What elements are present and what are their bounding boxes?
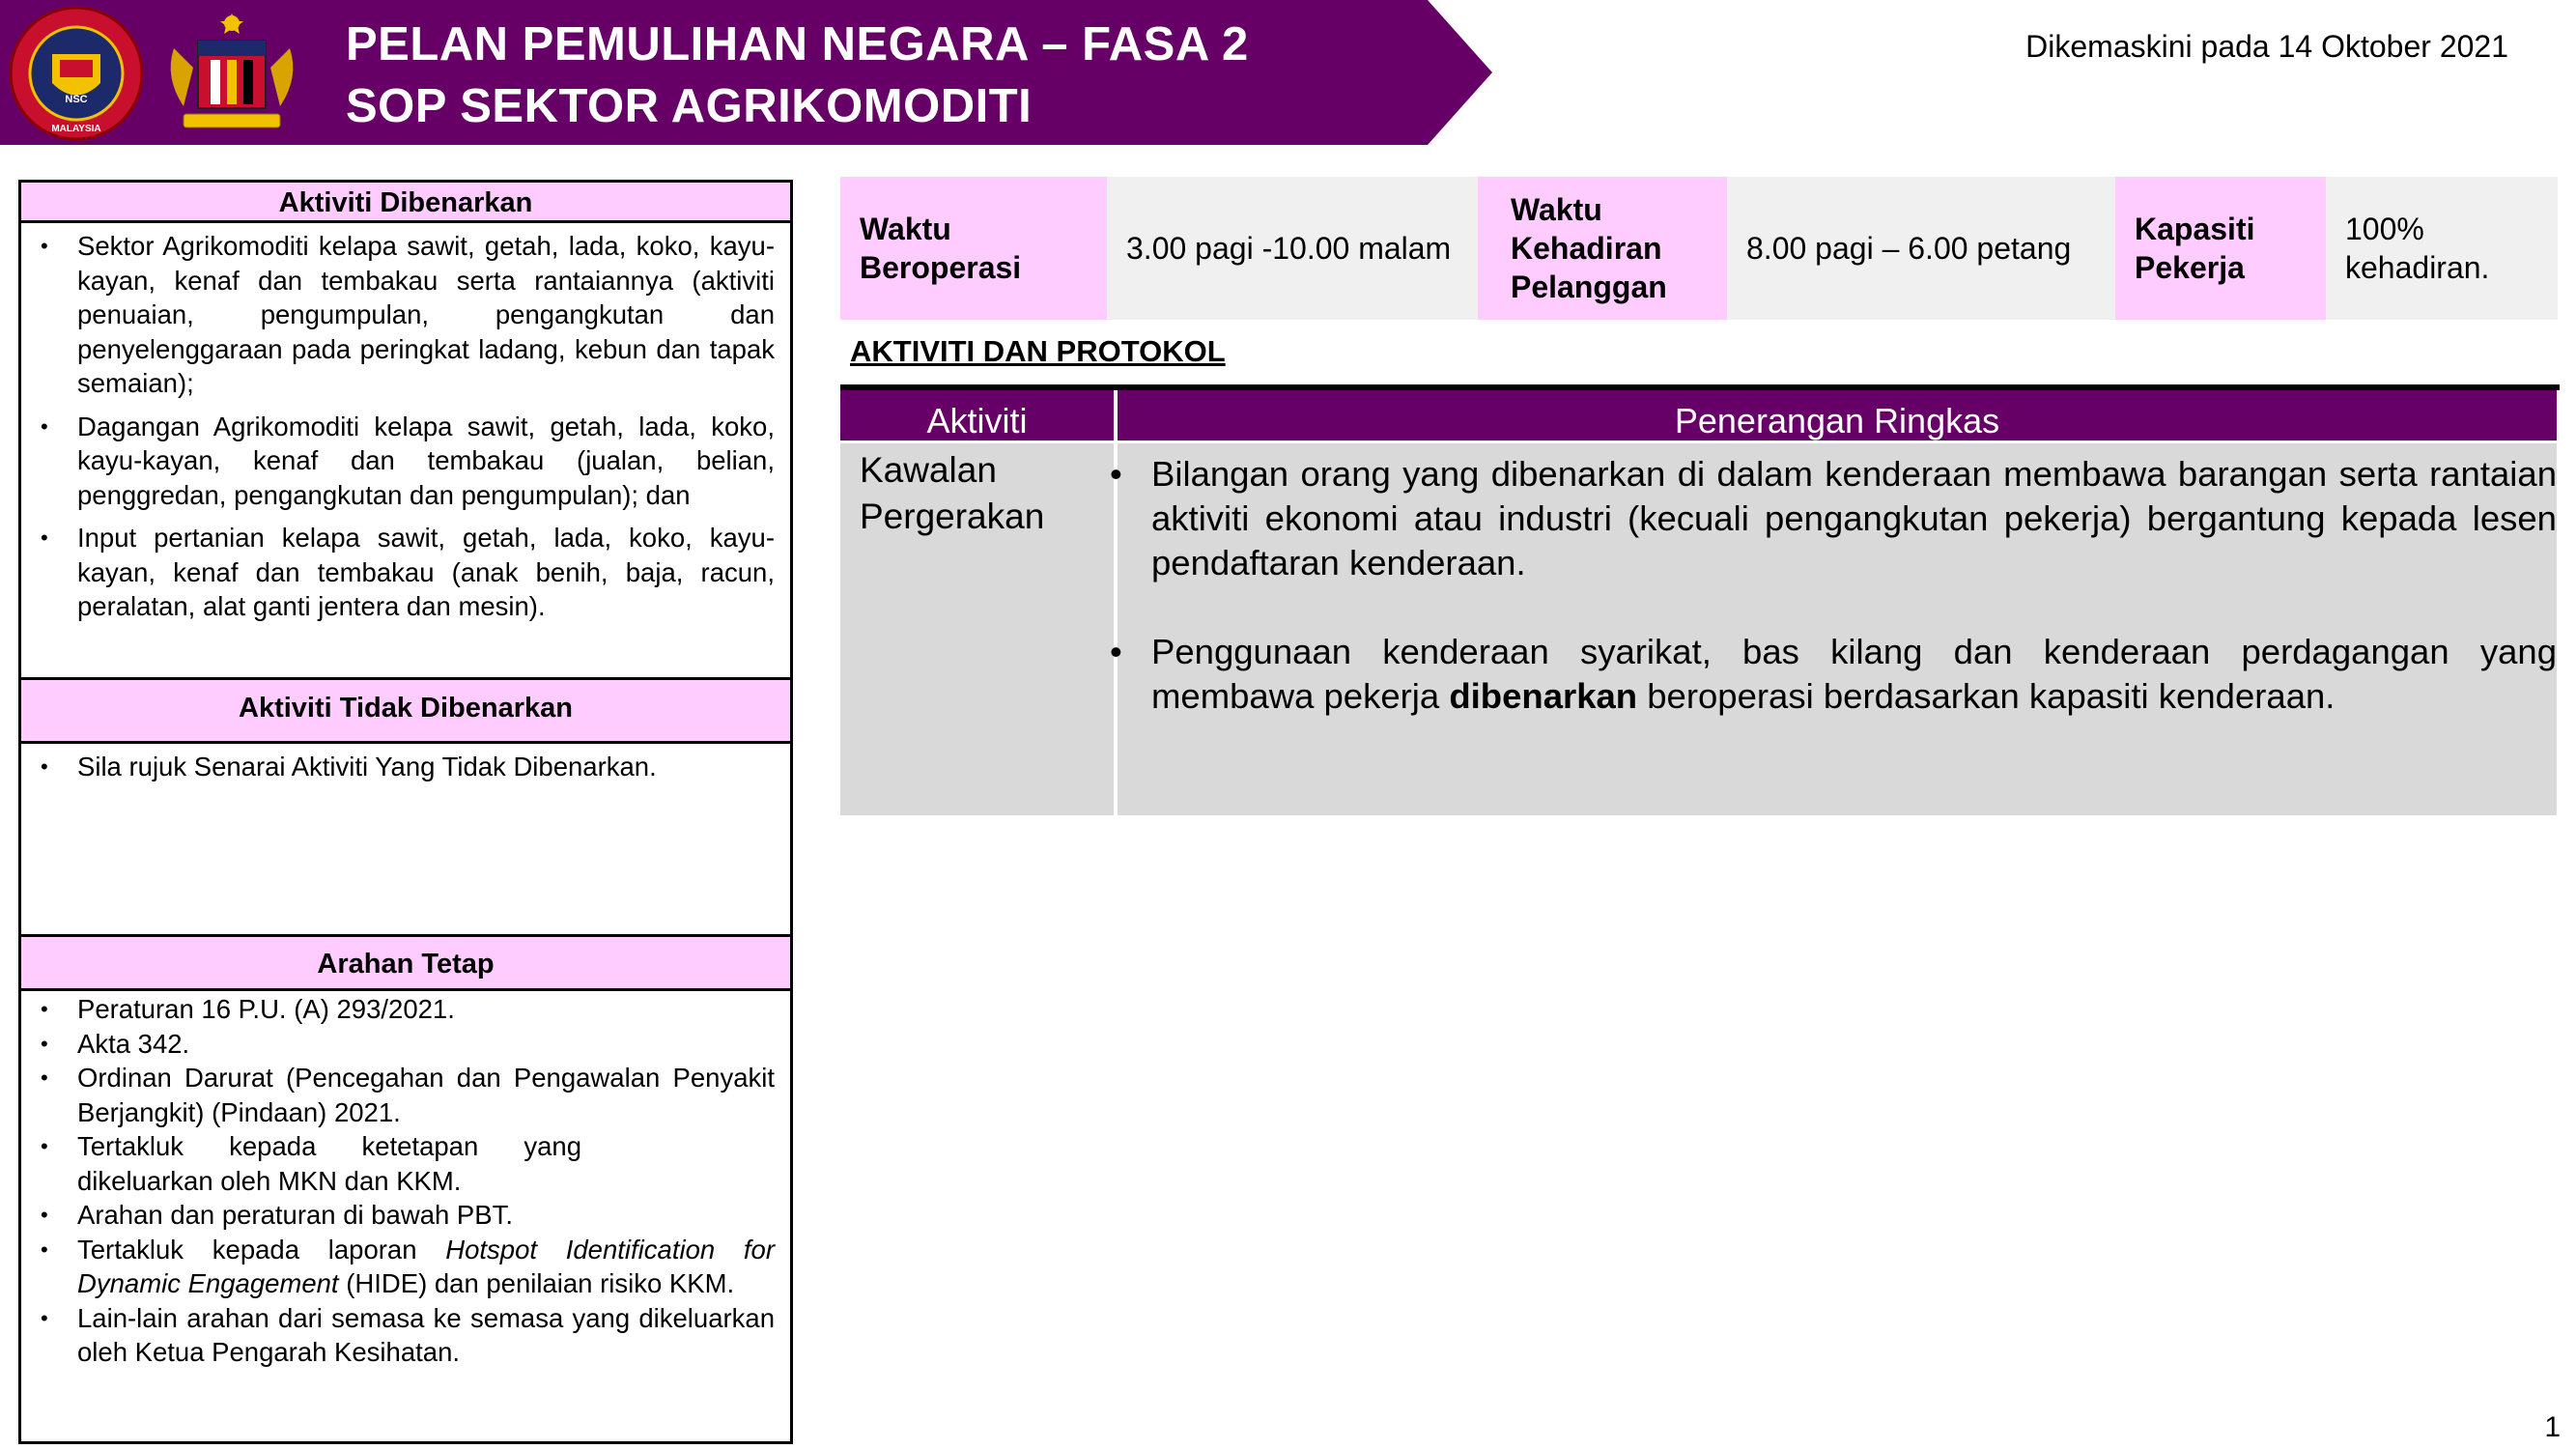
description-bullet-2-post: beroperasi berdasarkan kapasiti kenderaan. [1637,676,2335,716]
description-bullet-2-pre: Penggunaan kenderaan syarikat, bas kilang dan kenderaan perdagangan yang membawa pekerja [1151,632,2557,716]
standing-order-4: • Tertakluk kepada ketetapan yang dikeluarkan oleh MKN dan KKM. [39,1129,775,1198]
standing-order-1: • Peraturan 16 P.U. (A) 293/2021. [39,992,775,1027]
operating-hours-value: 3.00 pagi -10.00 malam [1107,177,1478,320]
page-number: 1 [2544,1411,2561,1443]
not-allowed-item-1: • Sila rujuk Senarai Aktiviti Yang Tidak Dibenarkan. [39,750,775,784]
column-header-description: Penerangan Ringkas [1674,401,2000,440]
operating-hours-label: Waktu Beroperasi [840,177,1107,320]
allowed-activities-heading: Aktiviti Dibenarkan [21,183,790,223]
standing-orders-heading: Arahan Tetap [21,937,790,991]
standing-order-3: • Ordinan Darurat (Pencegahan dan Pengawalan Penyakit Berjangkit) (Pindaan) 2021. [39,1061,775,1129]
not-allowed-activities-box [18,677,793,937]
standing-orders-box [18,934,793,1444]
coat-of-arms-icon [155,10,309,137]
page-title-line1: PELAN PEMULIHAN NEGARA – FASA 2 [346,18,1249,71]
standing-order-6-post: (HIDE) dan penilaian risiko KKM. [338,1268,735,1298]
allowed-activities-box [18,180,793,680]
worker-capacity-value: 100% kehadiran. [2326,177,2558,320]
page-title-line2: SOP SEKTOR AGRIKOMODITI [346,80,1033,132]
section-title: AKTIVITI DAN PROTOKOL [850,334,1226,368]
description-bullet-2 [1108,630,2557,719]
row-activity-label: Kawalan Pergerakan [860,450,1045,536]
standing-order-2: • Akta 342. [39,1027,775,1062]
standing-order-6-pre: Tertakluk kepada laporan [77,1234,446,1264]
description-bullet-2-bold: dibenarkan [1449,676,1638,716]
nsc-logo-icon [4,6,149,141]
allowed-item-1: • Sektor Agrikomoditi kelapa sawit, getah, lada, koko, kayu-kayan, kenaf dan tembakau serta rantaiannya (aktiviti penuaian, pengumpulan, pengangkutan dan penyelenggaraan pada peringkat ladang, kebun dan tapak semaian); [39,229,775,401]
worker-capacity-label: Kapasiti Pekerja [2115,177,2326,320]
customer-hours-label: Waktu Kehadiran Pelanggan [1478,177,1727,320]
standing-order-7: • Lain-lain arahan dari semasa ke semasa yang dikeluarkan oleh Ketua Pengarah Kesihatan. [39,1301,775,1370]
standing-order-6-italic: Hotspot Identification for Dynamic Engagement [77,1234,775,1298]
allowed-item-2: • Dagangan Agrikomoditi kelapa sawit, getah, lada, koko, kayu-kayan, kenaf dan tembakau (jualan, belian, penggredan, pengangkutan dan pengumpulan); dan [39,410,775,513]
allowed-item-3: • Input pertanian kelapa sawit, getah, lada, koko, kayu-kayan, kenaf dan tembakau (anak benih, baja, racun, peralatan, alat ganti jentera dan mesin). [39,521,775,624]
updated-date: Dikemaskini pada 14 Oktober 2021 [2025,29,2508,64]
row-description-cell [1108,452,2557,719]
not-allowed-heading: Aktiviti Tidak Dibenarkan [21,680,790,744]
standing-order-5: • Arahan dan peraturan di bawah PBT. [39,1198,775,1233]
description-bullet-1: • Bilangan orang yang dibenarkan di dalam kenderaan membawa barangan serta rantaian aktiviti ekonomi atau industri (kecuali pengangkutan pekerja) bergantung kepada lesen pendaftaran kenderaan. [1108,452,2557,585]
svg-text:MALAYSIA: MALAYSIA [51,124,101,134]
svg-text:NSC: NSC [65,94,88,105]
standing-order-6 [39,1233,775,1301]
customer-hours-value: 8.00 pagi – 6.00 petang [1727,177,2115,320]
protocol-table-header [840,390,2557,440]
column-header-activity: Aktiviti [926,401,1028,440]
row-activity-cell [860,447,1091,540]
